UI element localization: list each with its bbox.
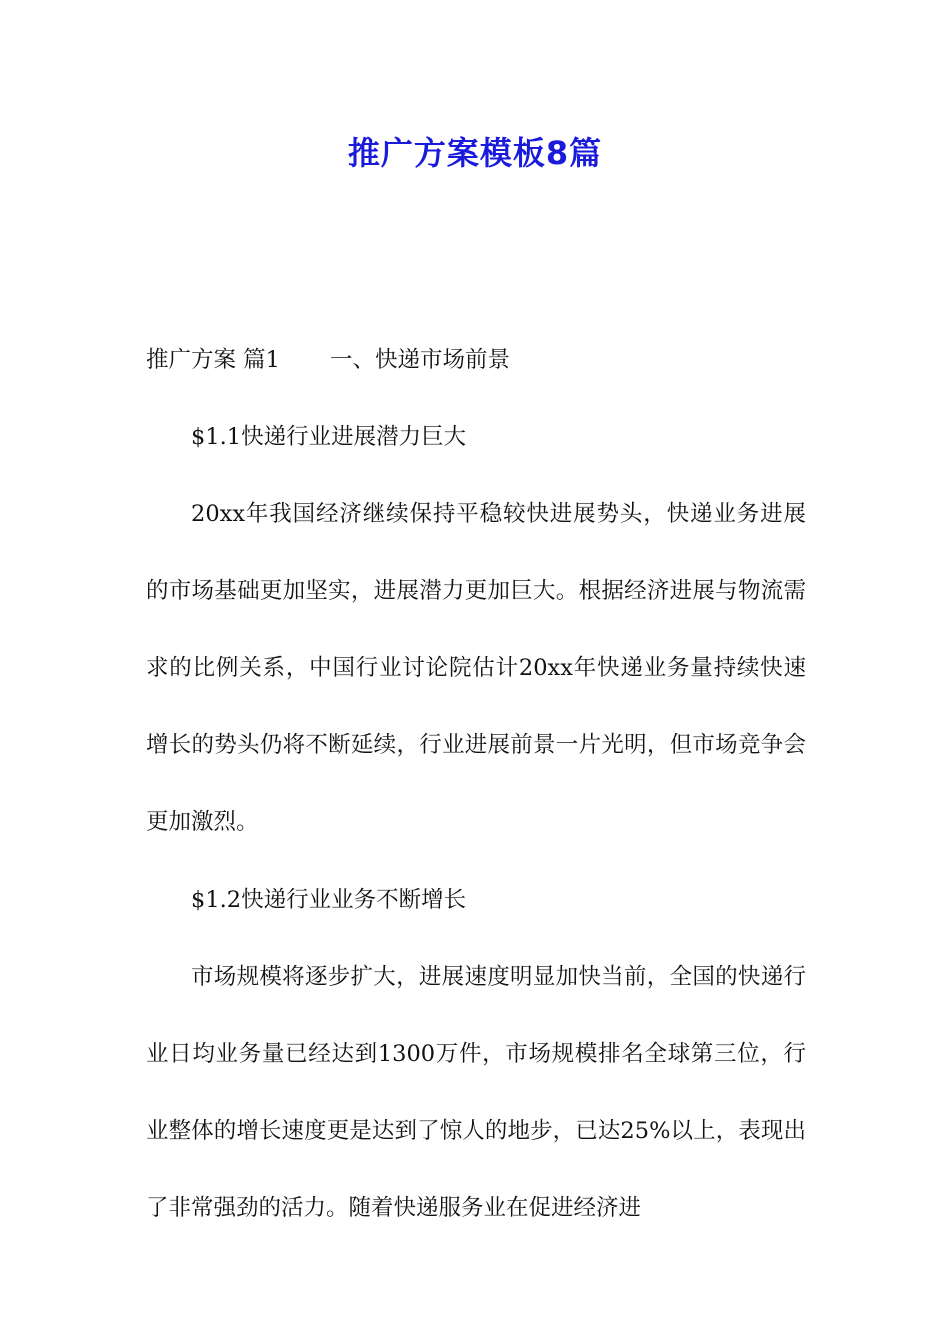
section-label: 推广方案 篇1 — [146, 347, 280, 373]
document-title: 推广方案模板8篇 — [347, 134, 603, 172]
section-heading-line — [146, 338, 806, 382]
document-body — [146, 338, 806, 1264]
paragraph-2: 市场规模将逐步扩大，进展速度明显加快当前，全国的快递行业日均业务量已经达到1300万件，市场规模排名全球第三位，行业整体的增长速度更是达到了惊人的地步，已达25%以上，表现出了非常强劲的活力。随着快递服务业在促进经济进 — [146, 964, 806, 1221]
section-heading: 一、快递市场前景 — [329, 347, 510, 373]
paragraph-1: 20xx年我国经济继续保持平稳较快进展势头，快递业务进展的市场基础更加坚实，进展潜力更加巨大。根据经济进展与物流需求的比例关系，中国行业讨论院估计20xx年快递业务量持续快速增长的势头仍将不断延续，行业进展前景一片光明，但市场竞争会更加激烈。 — [146, 501, 806, 835]
subsection-heading-1: $1.1快递行业进展潜力巨大 — [191, 424, 467, 450]
subsection-heading-2: $1.2快递行业业务不断增长 — [191, 887, 467, 913]
